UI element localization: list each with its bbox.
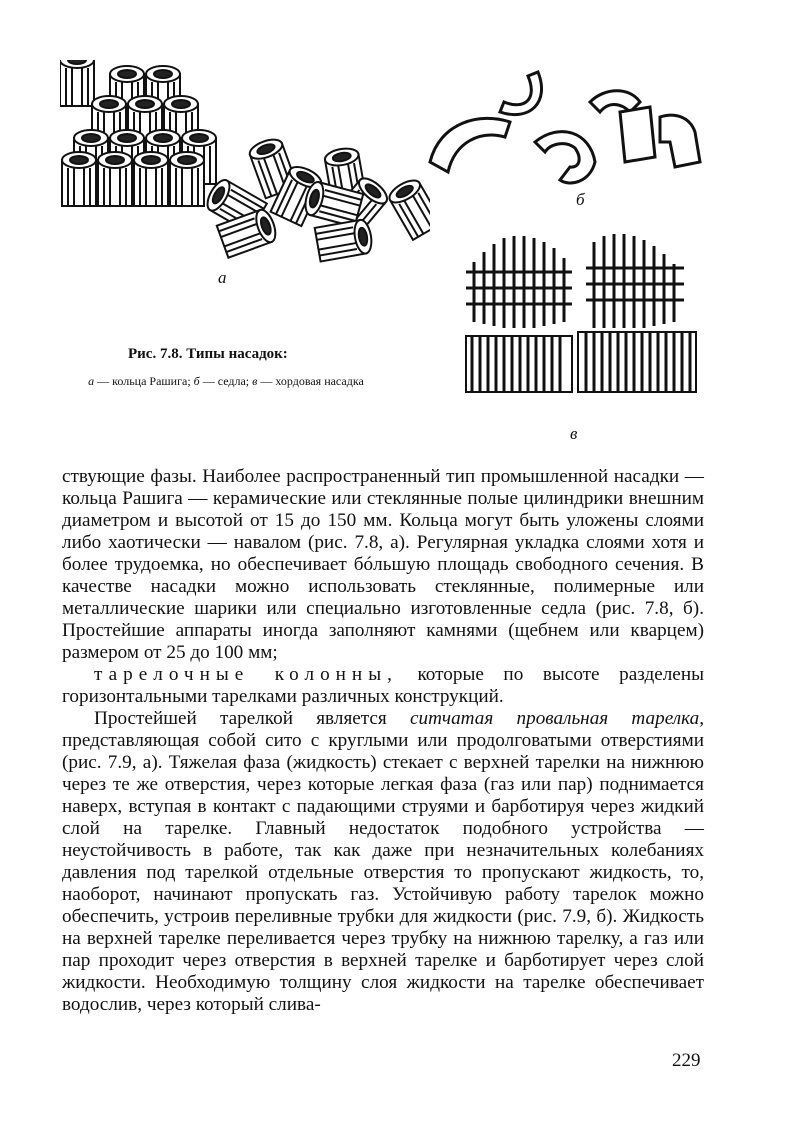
figure-caption-title: Рис. 7.8. Типы насадок:: [128, 346, 288, 362]
legend-key-b: б: [193, 374, 200, 388]
grid-packing-illustration: [462, 232, 700, 404]
figure-label-a: а: [218, 268, 227, 287]
body-text: [62, 466, 704, 1016]
legend-key-c: в: [252, 374, 258, 388]
legend-key-a: а: [88, 374, 95, 388]
page-number: 229: [672, 1050, 701, 1071]
legend-text-a: — кольца Рашига;: [94, 374, 194, 388]
legend-text-b: — седла;: [199, 374, 253, 388]
tray-columns-term: тарелочные колонны,: [94, 664, 398, 685]
paragraph-3-rest: представляющая собой сито с круглыми или продолговатыми отверстиями (рис. 7.9, а). Тяжелая фаза (жидкость) стекает с верхней тарелки на нижнюю через те же отверстия, через которые легкая фаза (газ или пар) поднимается наверх, вступая в контакт с падающими струями и барботируя через жидкий слой на тарелке. Главный недостаток подобного устройства — неустойчивость в работе, так как даже при незначительных колебаниях давления под тарелкой отдельные отверстия то пропускают жидкость, то, наоборот, начинают пропускать газ. Устойчивую работу тарелок можно обеспечить, устроив переливные трубки для жидкости (рис. 7.9, б). Жидкость на верхней тарелке переливается через трубку на нижнюю тарелку, а газ или пар проходит через отверстия в верхней тарелке и барботирует через слой жидкости. Необходимую толщину слоя жидкости на тарелке обеспечивает водослив, через который слива-: [62, 730, 704, 1015]
saddles-illustration: [420, 62, 720, 202]
paragraph-3: [62, 708, 704, 1016]
figure-label-b: б: [576, 190, 585, 209]
figure-label-c: в: [570, 424, 578, 443]
raschig-rings-illustration: [60, 60, 430, 270]
figure-caption-legend: [76, 374, 376, 389]
paragraph-1: ствующие фазы. Наиболее распространенный тип промышленной насадки — кольца Рашига — керамические или стеклянные полые цилиндрики внешним диаметром и высотой от 15 до 150 мм. Кольца могут быть уложены слоями либо хаотически — навалом (рис. 7.8, а). Регулярная укладка слоями хотя и более трудоемка, но обеспечивает бóльшую площадь свободного сечения. В качестве насадки можно использовать стеклянные, полимерные или металлические шарики или специально изготовленные седла (рис. 7.8, б). Простейшие аппараты иногда заполняют камнями (щебнем или кварцем) размером от 25 до 100 мм;: [62, 466, 704, 663]
legend-text-c: — хордовая насадка: [257, 374, 364, 388]
paragraph-2-rest: которые по высоте разделены горизонтальными тарелками различных конструкций.: [62, 664, 704, 707]
paragraph-2: [62, 664, 704, 708]
sieve-tray-term: ситчатая провальная тарелка,: [409, 708, 704, 729]
paragraph-3-start: Простейшей тарелкой является: [94, 708, 410, 729]
